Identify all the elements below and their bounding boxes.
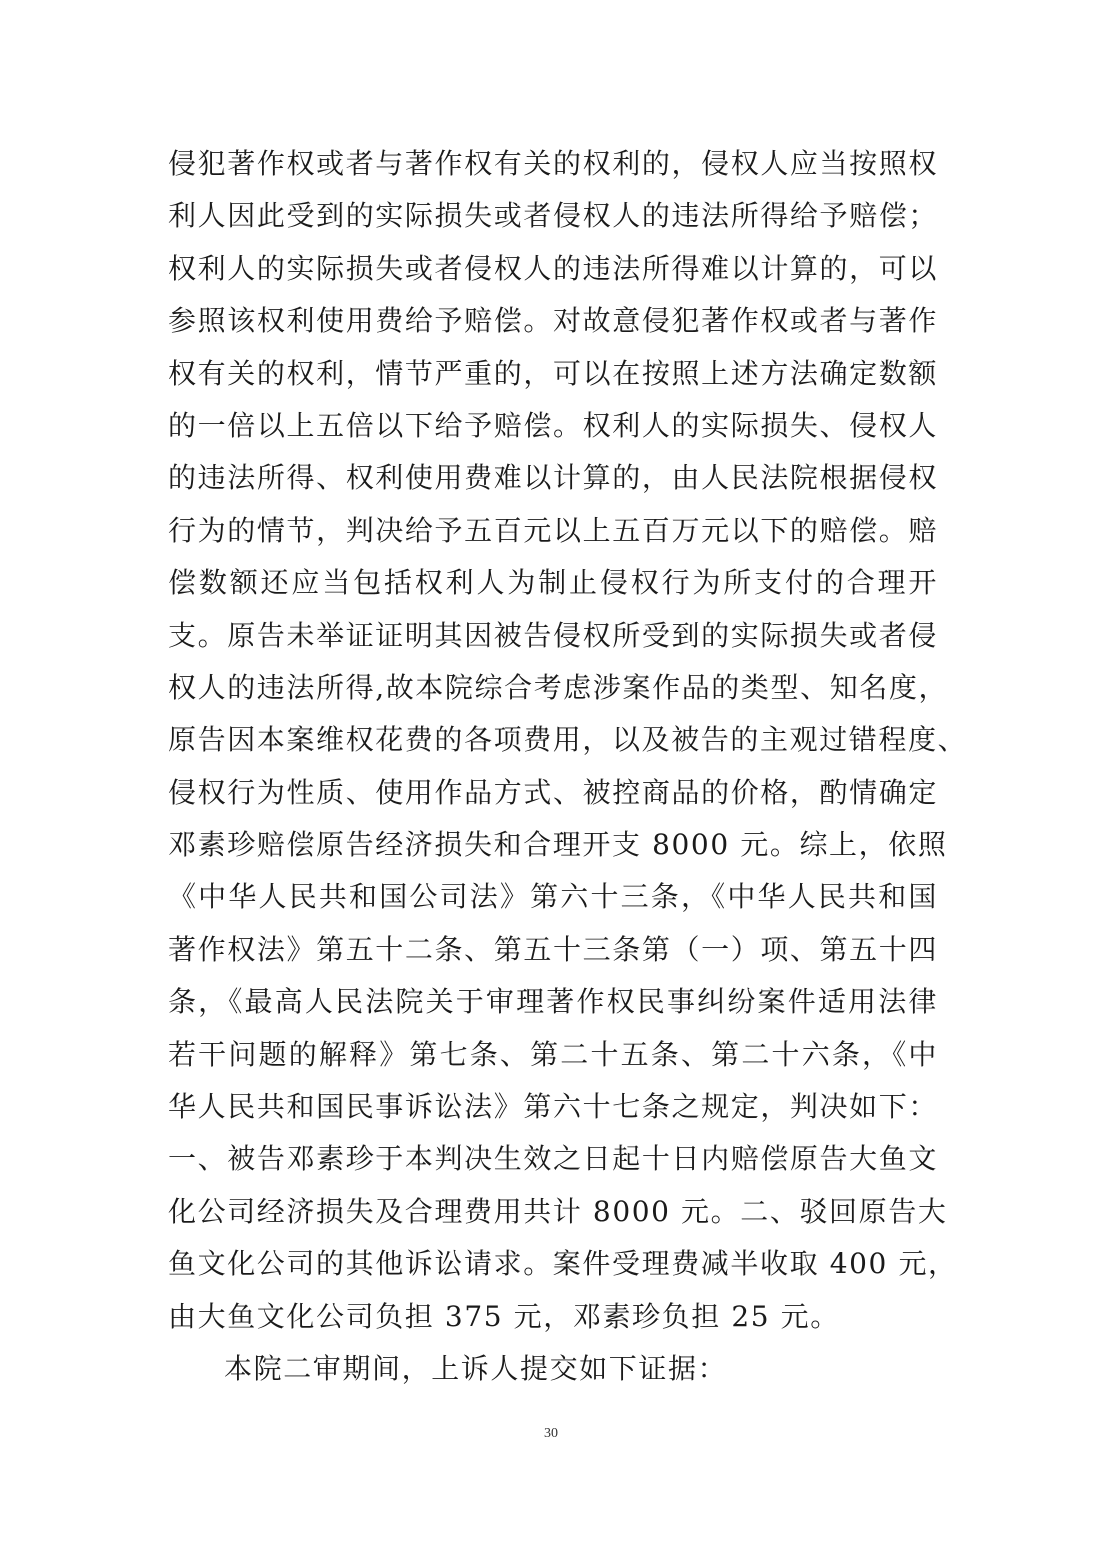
text-line-6: 的一倍以上五倍以下给予赔偿。权利人的实际损失、侵权人 [168,408,938,442]
text-line-12: 原告因本案维权花费的各项费用，以及被告的主观过错程度、 [168,723,968,757]
text-line-8: 行为的情节，判决给予五百元以上五百万元以下的赔偿。赔 [168,513,938,547]
paragraph-second-instance: 本院二审期间，上诉人提交如下证据： [224,1351,728,1385]
text-line-20: 一、被告邓素珍于本判决生效之日起十日内赔偿原告大鱼文 [168,1142,938,1176]
text-line-19: 华人民共和国民事诉讼法》第六十七条之规定，判决如下： [168,1090,938,1124]
text-line-1: 侵犯著作权或者与著作权有关的权利的，侵权人应当按照权 [168,147,938,180]
text-line-17: 条，《最高人民法院关于审理著作权民事纠纷案件适用法律 [168,985,938,1019]
text-line-7: 的违法所得、权利使用费难以计算的，由人民法院根据侵权 [168,461,938,495]
text-line-10: 支。原告未举证证明其因被告侵权所受到的实际损失或者侵 [168,618,938,652]
text-line-15: 《中华人民共和国公司法》第六十三条，《中华人民共和国 [168,880,938,914]
text-line-3: 权利人的实际损失或者侵权人的违法所得难以计算的，可以 [168,251,938,285]
text-line-21: 化公司经济损失及合理费用共计 8000 元。二、驳回原告大 [168,1194,948,1228]
text-line-5: 权有关的权利，情节严重的，可以在按照上述方法确定数额 [168,356,938,390]
text-line-23: 由大鱼文化公司负担 375 元，邓素珍负担 25 元。 [168,1299,840,1333]
page-number: 30 [544,1426,558,1441]
body-text [168,138,968,1395]
text-line-2: 利人因此受到的实际损失或者侵权人的违法所得给予赔偿； [168,199,938,233]
text-line-11: 权人的违法所得,故本院综合考虑涉案作品的类型、知名度， [168,670,949,704]
text-line-18: 若干问题的解释》第七条、第二十五条、第二十六条，《中 [168,1037,938,1071]
text-line-13: 侵权行为性质、使用作品方式、被控商品的价格，酌情确定 [168,775,938,809]
text-line-22: 鱼文化公司的其他诉讼请求。案件受理费减半收取 400 元， [168,1247,958,1281]
text-line-16: 著作权法》第五十二条、第五十三条第（一）项、第五十四 [168,932,938,966]
text-line-14: 邓素珍赔偿原告经济损失和合理开支 8000 元。综上，依照 [168,828,948,862]
text-line-9: 偿数额还应当包括权利人为制止侵权行为所支付的合理开 [168,566,938,600]
text-line-4: 参照该权利使用费给予赔偿。对故意侵犯著作权或者与著作 [168,304,938,338]
